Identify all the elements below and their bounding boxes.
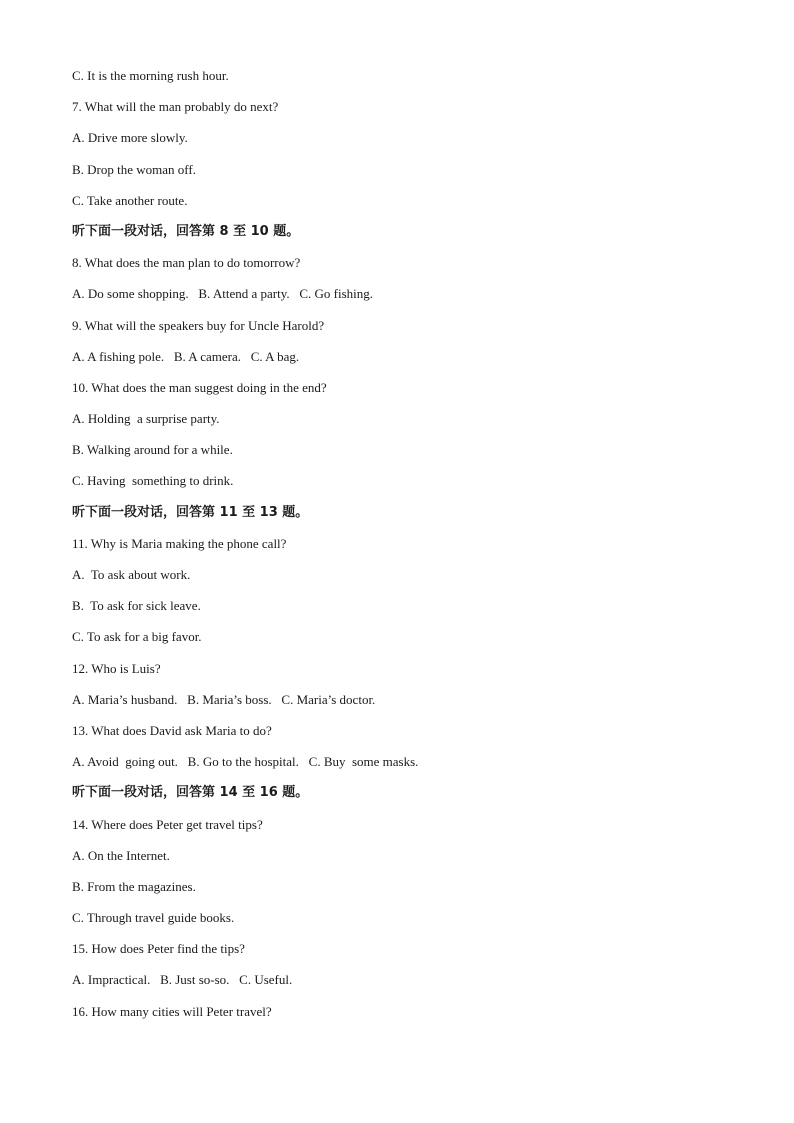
question-text: 13. What does David ask Maria to do? xyxy=(72,722,272,738)
answer-options: B. To ask for sick leave. xyxy=(72,598,201,614)
question-text: 7. What will the man probably do next? xyxy=(72,99,279,115)
answer-options: A. Do some shopping. B. Attend a party. C. Go fishing. xyxy=(72,286,374,302)
answer-options: A. Impractical. B. Just so-so. C. Useful. xyxy=(72,972,293,988)
question-text: 9. What will the speakers buy for Uncle Harold? xyxy=(72,317,325,333)
answer-options: B. Walking around for a while. xyxy=(72,442,233,458)
document-page xyxy=(72,66,752,1033)
answer-options: C. Through travel guide books. xyxy=(72,910,235,926)
question-text: 15. How does Peter find the tips? xyxy=(72,941,245,957)
section-heading: 听下面一段对话，回答第 14 至 16 题。 xyxy=(72,785,309,801)
question-text: 16. How many cities will Peter travel? xyxy=(72,1003,272,1019)
answer-options: A. To ask about work. xyxy=(72,567,191,582)
question-text: 14. Where does Peter get travel tips? xyxy=(72,816,263,832)
answer-options: A. Holding a surprise party. xyxy=(72,411,220,427)
answer-options: C. Having something to drink. xyxy=(72,473,234,489)
answer-options: B. Drop the woman off. xyxy=(72,161,196,177)
question-text: 8. What does the man plan to do tomorrow? xyxy=(72,255,301,271)
answer-options: A. A fishing pole. B. A camera. C. A bag. xyxy=(72,348,300,364)
answer-options: A. On the Internet. xyxy=(72,847,170,863)
answer-options: A. Maria’s husband. B. Maria’s boss. C. Maria’s doctor. xyxy=(72,691,376,707)
answer-options: A. Drive more slowly. xyxy=(72,130,188,146)
answer-options: C. It is the morning rush hour. xyxy=(72,68,229,83)
question-text: 10. What does the man suggest doing in the end? xyxy=(72,379,327,395)
question-text: 11. Why is Maria making the phone call? xyxy=(72,535,287,551)
section-heading: 听下面一段对话，回答第 11 至 13 题。 xyxy=(72,504,309,520)
answer-options: B. From the magazines. xyxy=(72,878,196,894)
section-heading: 听下面一段对话，回答第 8 至 10 题。 xyxy=(72,223,300,239)
answer-options: A. Avoid going out. B. Go to the hospital. C. Buy some masks. xyxy=(72,754,419,770)
answer-options: C. Take another route. xyxy=(72,192,188,208)
question-text: 12. Who is Luis? xyxy=(72,660,161,676)
answer-options: C. To ask for a big favor. xyxy=(72,629,202,645)
